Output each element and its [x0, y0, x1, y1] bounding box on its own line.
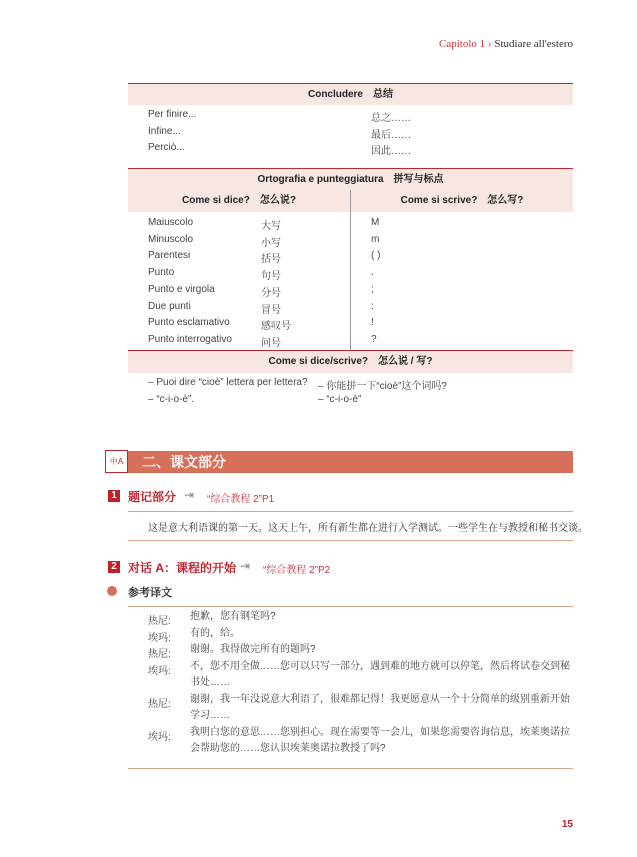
phrase-it: Perciò... — [148, 142, 185, 153]
term-it: Minuscolo — [148, 233, 194, 245]
symbol: ( ) — [371, 250, 381, 262]
term-it: Punto e virgola — [148, 283, 215, 295]
term-zh: 大写 — [261, 221, 281, 232]
column-divider — [350, 190, 351, 350]
utterance: 谢谢，我一年没说意大利语了，很难都记得！我更愿意从一个十分简单的级别重新开始学习…… — [190, 693, 570, 721]
speaker: 埃玛: — [148, 632, 171, 644]
term-zh: 感叹号 — [261, 321, 291, 333]
section-banner: 二、课文部分 — [128, 451, 573, 473]
term-it: Parentesi — [148, 250, 191, 262]
symbol: ; — [371, 283, 374, 295]
arrow-ref-icon: ⇥ — [184, 488, 195, 502]
utterance: 抱歉，您有钢笔吗? — [190, 611, 276, 622]
ortografia-header: Ortografia e punteggiatura 拼写与标点 — [128, 168, 573, 191]
term-zh: 括号 — [261, 254, 281, 266]
translate-icon: 中A — [105, 450, 128, 473]
concludere-header: Concludere 总结 — [128, 83, 573, 105]
speaker: 埃玛: — [148, 665, 171, 677]
utterance: 不，您不用全做……您可以只写一部分，遇到难的地方就可以停笔，然后将试卷交到秘书处…… — [190, 660, 570, 688]
page-number: 15 — [561, 819, 573, 830]
phrase-it: Per finire... — [148, 109, 197, 120]
subheading: 参考译文 — [128, 587, 172, 599]
divider — [128, 606, 573, 607]
phrase-zh: 因此…… — [371, 146, 411, 157]
running-header: Capitolo 1 › Studiare all'estero — [439, 38, 573, 50]
divider — [128, 540, 573, 541]
symbol: : — [371, 300, 374, 312]
chapter-label: Capitolo 1 — [439, 38, 486, 50]
item-title: 题记部分 — [128, 490, 177, 504]
phrase-zh: 最后…… — [371, 129, 411, 141]
col-left-header: Come si dice? 怎么说? — [182, 195, 296, 206]
speaker: 热尼: — [148, 649, 171, 660]
speaker: 埃玛: — [148, 731, 171, 743]
term-it: Punto esclamativo — [148, 317, 230, 329]
symbol: ! — [371, 317, 374, 329]
symbol: ? — [371, 333, 377, 345]
col-right-header: Come si scrive? 怎么写? — [400, 195, 524, 206]
line-it: – “c-i-o-è”. — [148, 394, 195, 405]
term-it: Punto interrogativo — [148, 333, 232, 345]
utterance: 有的，给。 — [190, 627, 240, 639]
phrase-zh: 总之…… — [371, 113, 411, 124]
symbol: . — [371, 267, 374, 279]
item-reference: “综合教程 2”P1 — [207, 494, 275, 505]
term-zh: 小写 — [261, 237, 281, 249]
symbol: M — [371, 217, 380, 228]
term-it: Maiuscolo — [148, 217, 194, 228]
utterance: 我明白您的意思……您别担心。现在需要等一会儿，如果您需要咨询信息，埃莱奥诺拉会帮助您的……您认识埃莱奥诺拉教授了吗? — [190, 726, 570, 754]
line-zh: – 你能拼一下“cioè”这个词吗? — [318, 381, 447, 392]
item-number: 1 — [108, 490, 120, 502]
item-number: 2 — [108, 561, 120, 573]
item-reference: “综合教程 2”P2 — [263, 565, 331, 576]
line-it: – Puoi dire “cioè” lettera per lettera? — [148, 377, 308, 388]
term-zh: 句号 — [261, 271, 281, 283]
term-it: Due punti — [148, 300, 191, 312]
term-it: Punto — [148, 267, 175, 279]
term-zh: 问号 — [261, 337, 281, 349]
utterance: 谢谢。我得做完所有的题吗? — [190, 644, 316, 655]
symbol: m — [371, 233, 380, 245]
divider — [128, 511, 573, 512]
speaker: 热尼: — [148, 698, 171, 710]
dicescrive-header: Come si dice/scrive? 怎么说 / 写? — [128, 350, 573, 373]
phrase-it: Infine... — [148, 125, 181, 137]
term-zh: 冒号 — [261, 304, 281, 316]
chapter-title: Studiare all'estero — [494, 38, 573, 50]
term-zh: 分号 — [261, 287, 281, 299]
arrow-ref-icon: ⇥ — [240, 559, 251, 573]
line-zh: – “c-i-o-è” — [318, 394, 362, 405]
divider — [128, 768, 573, 769]
bullet-icon — [107, 586, 117, 596]
item-title: 对话 A：课程的开始 — [128, 561, 237, 575]
speaker: 热尼: — [148, 616, 171, 627]
item-text: 这是意大利语课的第一天。这天上午，所有新生都在进行入学测试。一些学生在与教授和秘书交谈。 — [148, 523, 588, 534]
